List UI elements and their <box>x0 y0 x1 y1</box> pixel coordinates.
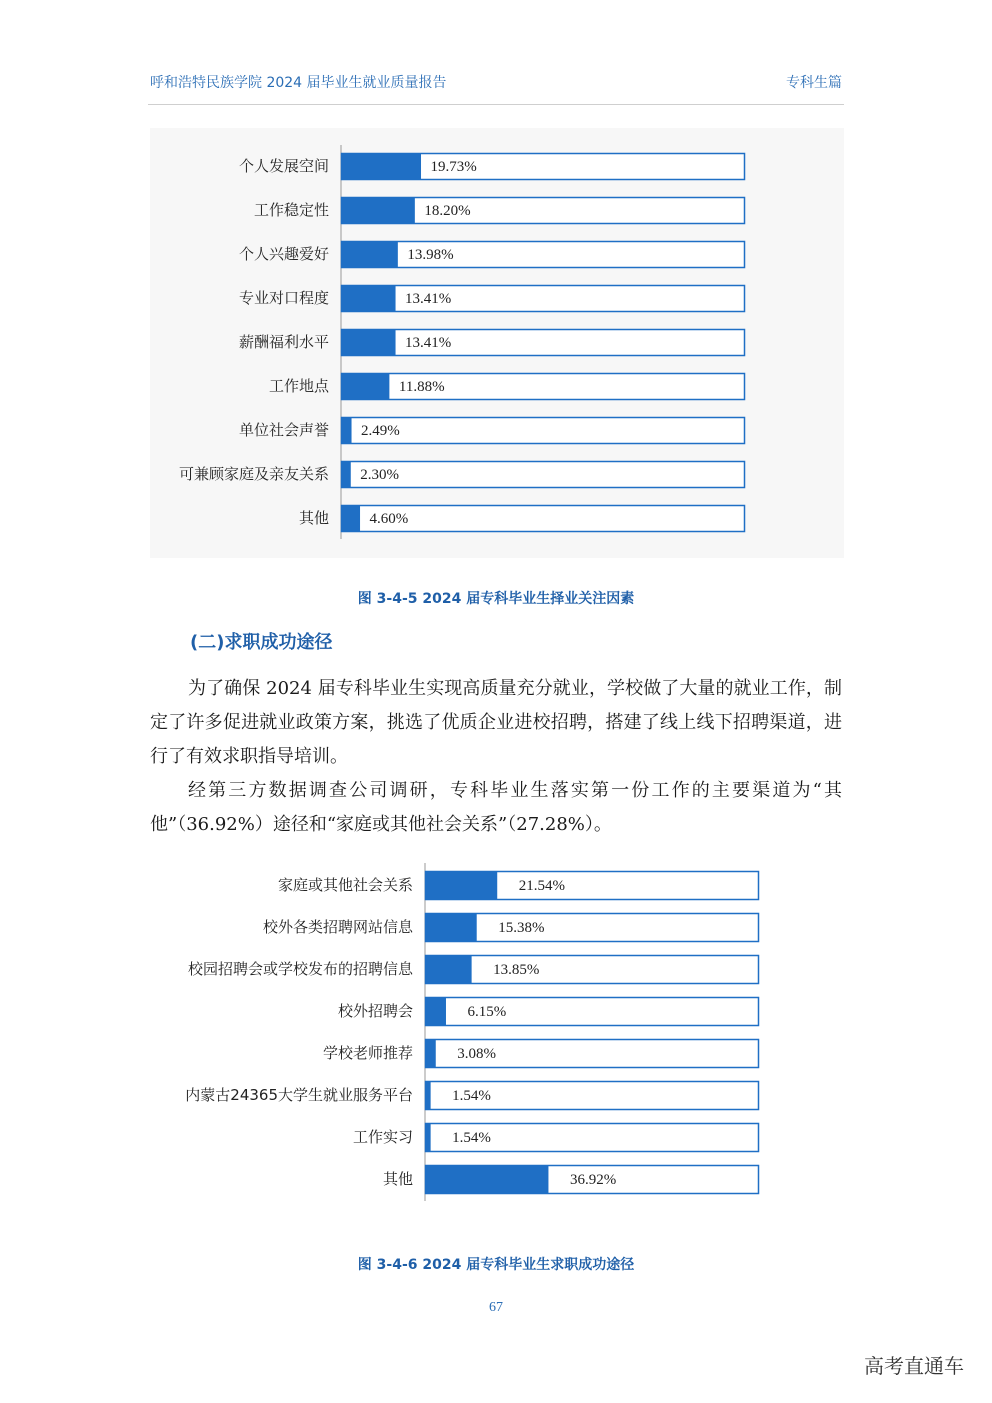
value-label: 13.85% <box>493 962 540 978</box>
value-label: 2.30% <box>360 467 400 483</box>
value-label: 4.60% <box>369 511 409 527</box>
value-label: 13.41% <box>405 335 452 351</box>
bar <box>426 914 477 942</box>
value-label: 13.98% <box>407 247 454 263</box>
category-label: 专业对口程度 <box>238 289 329 307</box>
value-label: 11.88% <box>398 379 445 395</box>
bar <box>426 872 498 900</box>
category-label: 工作地点 <box>268 377 329 395</box>
bar <box>342 330 396 356</box>
category-label: 个人发展空间 <box>238 157 329 175</box>
category-label: 其他 <box>298 509 329 527</box>
category-label: 单位社会声誉 <box>238 421 329 439</box>
bar <box>342 506 361 532</box>
value-label: 19.73% <box>430 159 477 175</box>
chart-career-factors <box>150 128 844 558</box>
bar <box>426 1040 436 1068</box>
category-label: 校外招聘会 <box>337 1002 413 1020</box>
category-label: 工作实习 <box>352 1128 413 1146</box>
category-label: 个人兴趣爱好 <box>238 245 329 263</box>
bar-track <box>342 330 745 356</box>
category-label: 内蒙古24365大学生就业服务平台 <box>185 1086 413 1104</box>
bar <box>342 198 415 224</box>
value-label: 1.54% <box>452 1088 491 1104</box>
report-header-section: 专科生篇 <box>786 75 842 91</box>
bar-track <box>342 418 745 444</box>
bar-track <box>342 462 745 488</box>
value-label: 1.54% <box>452 1130 491 1146</box>
value-label: 13.41% <box>405 291 452 307</box>
category-label: 工作稳定性 <box>253 201 329 219</box>
bar <box>342 154 422 180</box>
paragraph-1: 为了确保 2024 届专科毕业生实现高质量充分就业，学校做了大量的就业工作，制定了许多促进就业政策方案，挑选了优质企业进校招聘，搭建了线上线下招聘渠道，进行了有效求职指导培训。 <box>150 678 842 767</box>
page-number: 67 <box>489 1300 503 1315</box>
bar <box>426 1166 549 1194</box>
value-label: 15.38% <box>498 920 545 936</box>
value-label: 3.08% <box>457 1046 497 1062</box>
paragraph-2: 经第三方数据调查公司调研，专科毕业生落实第一份工作的主要渠道为“其他”（36.92%）途径和“家庭或其他社会关系”（27.28%）。 <box>150 780 842 835</box>
bar <box>426 1124 431 1152</box>
figure-caption-3-4-5: 图 3-4-5 2024 届专科毕业生择业关注因素 <box>357 591 635 607</box>
bar-track <box>426 956 759 984</box>
bar-track <box>342 242 745 268</box>
figure-caption-3-4-6: 图 3-4-6 2024 届专科毕业生求职成功途径 <box>357 1257 635 1273</box>
category-label: 薪酬福利水平 <box>238 333 329 351</box>
bar <box>342 374 390 400</box>
bar <box>426 998 446 1026</box>
category-label: 可兼顾家庭及亲友关系 <box>178 465 329 483</box>
watermark: 高考直通车 <box>864 1354 964 1378</box>
chart-job-channels-svg <box>150 860 844 1210</box>
bar <box>342 242 398 268</box>
bar <box>426 956 472 984</box>
value-label: 6.15% <box>467 1004 507 1020</box>
bar <box>342 286 396 312</box>
bar <box>342 418 352 444</box>
bar-track <box>342 286 745 312</box>
category-label: 校外各类招聘网站信息 <box>262 918 413 936</box>
value-label: 2.49% <box>361 423 400 439</box>
category-label: 校园招聘会或学校发布的招聘信息 <box>187 960 413 978</box>
report-header-title: 呼和浩特民族学院 2024 届毕业生就业质量报告 <box>150 75 447 91</box>
bar <box>342 462 351 488</box>
bar <box>426 1082 431 1110</box>
chart-job-channels <box>150 860 844 1210</box>
section-title: (二)求职成功途径 <box>190 632 333 653</box>
value-label: 18.20% <box>424 203 471 219</box>
category-label: 家庭或其他社会关系 <box>277 876 413 894</box>
category-label: 其他 <box>382 1170 413 1188</box>
value-label: 21.54% <box>518 878 565 894</box>
value-label: 36.92% <box>569 1172 617 1188</box>
category-label: 学校老师推荐 <box>322 1044 413 1062</box>
header-divider <box>148 104 844 105</box>
chart-career-factors-svg <box>150 128 844 558</box>
